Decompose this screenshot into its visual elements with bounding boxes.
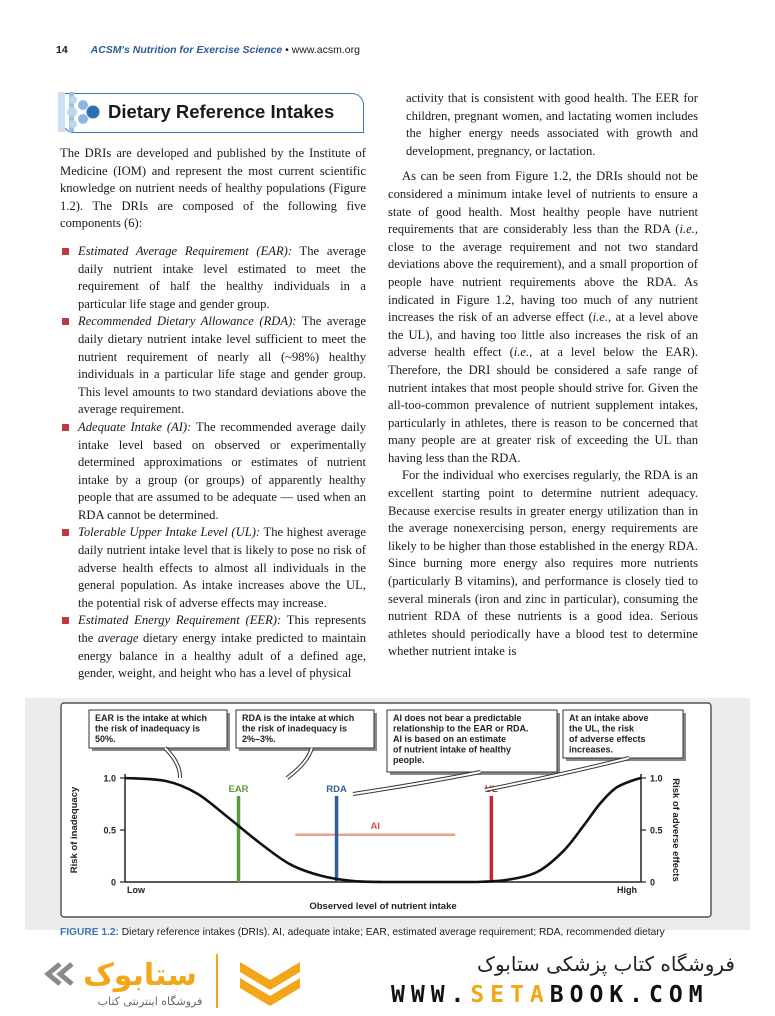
callout-text: of adverse effects: [569, 734, 646, 744]
setabook-logo: [40, 950, 310, 1012]
term: Tolerable Upper Intake Level (UL):: [78, 525, 261, 540]
term: Estimated Average Requirement (EAR):: [78, 243, 293, 258]
bullet-square-icon: [62, 617, 69, 624]
list-item: [60, 524, 366, 612]
list-item: [60, 313, 366, 419]
y-tick-label-right: 1.0: [650, 773, 663, 784]
callout-text: At an intake above: [569, 713, 649, 723]
dri-components-list: [60, 243, 366, 683]
url-part: WWW.: [391, 982, 471, 1008]
term: Recommended Dietary Allowance (RDA):: [78, 314, 297, 329]
text-run-italic: i.e.: [679, 222, 695, 237]
running-header: [56, 44, 360, 56]
shop-name: فروشگاه کتاب پزشکی ستابوک: [477, 952, 735, 976]
figure-caption-text: Dietary reference intakes (DRIs). AI, adequate intake; EAR, estimated average requirement; RDA, recommended dietary: [118, 927, 665, 938]
definition-emphasis: average: [97, 631, 139, 646]
x-tick-label-low: Low: [127, 885, 145, 895]
y-axis-title-left: Risk of inadequacy: [69, 786, 80, 874]
text-run: , close to the average requirement and not two standard deviations above the requirement), and a small proportion of people have nutrient requirements above the RDA. As indicated in Figure 1.2, having too much of any nutrient increases the risk of an adverse effect (: [388, 222, 698, 325]
figure-label: FIGURE 1.2:: [60, 927, 119, 938]
left-column: [60, 145, 366, 683]
text-run-italic: i.e.: [513, 345, 530, 360]
callout-text: the risk of inadequacy is: [95, 723, 201, 734]
body-paragraph: [388, 168, 698, 467]
site-url[interactable]: [391, 982, 709, 1008]
text-run: , at a level below the EAR). Therefore, the DRI should be considered a safe range of nutrient intakes that most people should strive for. Given the all-too-common prevalence of nutrient supplement intakes, particularly in athletes, there is reason to be concerned that many people are at greater risk of exceeding the UL than having less than the RDA.: [388, 345, 699, 465]
y-tick-label-left: 1.0: [103, 773, 116, 784]
term: Adequate Intake (AI):: [78, 419, 192, 434]
bullet-square-icon: [62, 318, 69, 325]
callout-text: 50%.: [95, 734, 116, 744]
section-title: Dietary Reference Intakes: [108, 101, 335, 122]
x-tick-label-high: High: [617, 885, 637, 895]
callout-text: increases.: [569, 744, 614, 755]
right-column: [388, 90, 698, 661]
callout-text: EAR is the intake at which: [95, 713, 208, 723]
section-dots-icon: [55, 92, 105, 132]
y-tick-label-right: 0.5: [650, 825, 663, 836]
logo-subtitle: فروشگاه اینترنتی کتاب: [97, 995, 203, 1008]
list-item: [60, 243, 366, 313]
url-part: BOOK.COM: [549, 982, 709, 1008]
bullet-square-icon: [62, 248, 69, 255]
bullet-square-icon: [62, 424, 69, 431]
callout-text: 2%–3%.: [242, 734, 276, 744]
callout-text: the UL, the risk: [569, 723, 635, 734]
figure-caption: [60, 927, 760, 938]
body-paragraph: For the individual who exercises regularly, the RDA is an excellent starting point to determine nutrient adequacy. Because exercise results in greater energy utilization than in the average nonexercising person, energy requirements are likely to be higher than those established in the energy RDA. Since burning more energy also requires more nutrients (particularly B vitamins), and performance is closely tied to several minerals (iron and zinc in particular), consuming the nutrient RDA of these nutrients is a good idea. Serious athletes should periodically have a blood test to determine whether nutrient intake is: [388, 468, 698, 659]
definition: The recommended average daily intake level based on observed or experimentally determined approximations or estimates of nutrient intake by a group (or groups) of apparently healthy people that are assumed to be adequate — used when an RDA cannot be determined.: [78, 419, 366, 522]
marker-label-rda: RDA: [326, 784, 347, 795]
header-url: www.acsm.org: [291, 44, 360, 56]
term: Estimated Energy Requirement (EER):: [78, 613, 282, 628]
callout-text: AI does not bear a predictable: [393, 713, 522, 723]
definition: The highest average daily nutrient intake level that is likely to pose no risk of adverse health effects to almost all individuals in the general population. As intake increases above the UL, the potential risk of adverse effects may increase.: [78, 525, 366, 610]
dri-figure: [25, 698, 750, 948]
text-run: As can be seen from Figure 1.2, the DRIs should not be considered a minimum intake level of nutrients to ensure a state of good health. Most healthy people have nutrient requirements that are considerably less than the RDA (: [388, 169, 698, 237]
callout-text: people.: [393, 755, 425, 765]
marker-label-ul: UL: [485, 784, 498, 795]
definition: The average daily nutrient intake level estimated to meet the requirement of half the healthy individuals in a particular life stage and gender group.: [78, 243, 366, 311]
definition-end: dietary energy intake predicted to maintain energy balance in a healthy adult of a defined age, gender, weight, and height who has a level of physical: [78, 631, 366, 681]
y-axis-title-right: Risk of adverse effects: [670, 778, 681, 882]
list-item: [60, 419, 366, 525]
callout-text: of nutrient intake of healthy: [393, 744, 512, 755]
intro-paragraph: The DRIs are developed and published by the Institute of Medicine (IOM) and represent the most current scientific knowledge on nutrient needs of healthy populations (Figure 1.2). The DRIs are composed of the following five components (6):: [60, 146, 366, 231]
logo-divider: [216, 954, 218, 1008]
ai-band-label: AI: [370, 820, 381, 832]
logo-chevron-icon: [60, 964, 72, 984]
callout-text: AI is based on an estimate: [393, 734, 507, 744]
page-number: 14: [56, 44, 68, 56]
section-heading-box: [62, 93, 364, 133]
x-axis-title: Observed level of nutrient intake: [309, 901, 457, 912]
definition: The average daily dietary nutrient intake level sufficient to meet the nutrient requirement of nearly all (~98%) healthy individuals in a particular life stage and gender group. This level amounts to two standard deviations above the average requirement.: [78, 314, 367, 417]
text-run-italic: i.e.: [592, 310, 609, 325]
callout-text: RDA is the intake at which: [242, 713, 355, 723]
eer-continuation: activity that is consistent with good health. The EER for children, pregnant women, and lactating women includes the higher energy needs associated with growth and development, pregnancy, or lactation.: [406, 91, 698, 158]
y-tick-label-right: 0: [650, 877, 656, 888]
book-title: ACSM's Nutrition for Exercise Science: [90, 44, 283, 56]
header-separator: •: [282, 44, 292, 56]
url-highlight: SETA: [470, 982, 550, 1008]
text-run: , at a level above the UL), and having too little also increases the risk of an adverse health effect (: [388, 310, 698, 360]
callout-text: the risk of inadequacy is: [242, 723, 348, 734]
bullet-square-icon: [62, 529, 69, 536]
definition-start: This represents the: [78, 613, 366, 646]
y-tick-label-left: 0.5: [103, 825, 116, 836]
list-item: [60, 612, 366, 682]
logo-text: ستابوک: [83, 958, 197, 993]
marker-label-ear: EAR: [228, 784, 249, 795]
y-tick-label-left: 0: [110, 877, 116, 888]
callout-text: relationship to the EAR or RDA.: [393, 723, 529, 734]
